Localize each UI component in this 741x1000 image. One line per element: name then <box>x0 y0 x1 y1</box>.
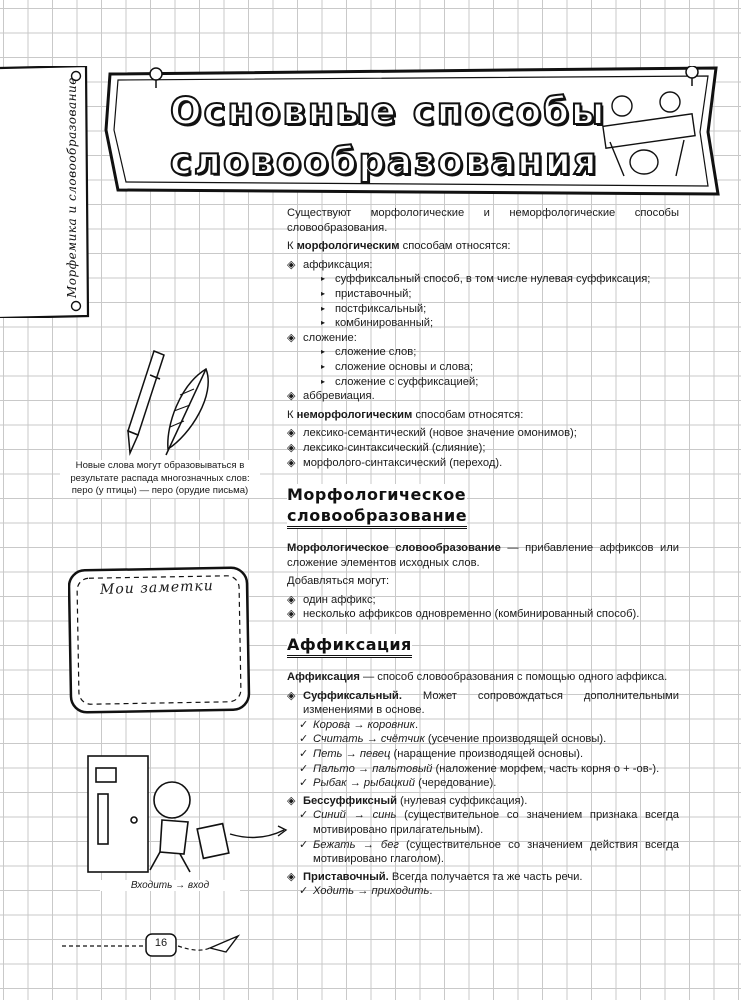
triangle-bullet-icon: ▸ <box>321 347 326 357</box>
list-item: ▸ приставочный; <box>321 287 412 300</box>
triangle-bullet-icon: ▸ <box>321 376 326 386</box>
page-title-line1: Основные способы <box>170 90 607 133</box>
check-icon: ✓ <box>299 748 309 761</box>
pen-caption: Новые слова могут образовываться в результате распада многозначных слов: перо (у птицы) — перо (орудие письма) <box>60 460 260 498</box>
section-side-tab <box>0 66 90 318</box>
check-icon: ✓ <box>299 718 309 731</box>
diamond-bullet-icon: ◈ <box>287 427 296 440</box>
check-icon: ✓ <box>299 733 309 746</box>
check-icon: ✓ <box>299 762 309 775</box>
list-item: ◈ лексико-синтаксический (слияние); <box>287 441 486 454</box>
diamond-bullet-icon: ◈ <box>287 689 296 702</box>
list-item: ▸ постфиксальный; <box>321 302 427 315</box>
example-item: ✓ Петь → певец (наращение производящей основы). <box>299 748 584 761</box>
morph-definition: Морфологическое словообразование — прибавление аффиксов или сложение элементов исходных слов. <box>287 542 679 569</box>
main-content <box>287 206 679 899</box>
diamond-bullet-icon: ◈ <box>287 331 296 344</box>
diamond-bullet-icon: ◈ <box>287 258 296 271</box>
example-item: ✓ Корова → коровник. <box>299 718 419 731</box>
diamond-bullet-icon: ◈ <box>287 794 296 807</box>
triangle-bullet-icon: ▸ <box>321 303 326 313</box>
paper-plane-icon <box>210 936 238 952</box>
can-add-list <box>287 593 679 622</box>
example-item: ✓ Считать → счётчик (усечение производящей основы). <box>299 733 607 746</box>
page-title-line2: словообразования <box>170 140 599 183</box>
diamond-bullet-icon: ◈ <box>287 456 296 469</box>
feather-icon <box>166 369 208 455</box>
intro-text: Существуют морфологические и неморфологические способы словообразования. <box>287 207 679 234</box>
diamond-bullet-icon: ◈ <box>287 441 296 454</box>
entering-illustration <box>80 750 290 878</box>
example-item: ✓ Рыбак → рыбацкий (чередование). <box>299 777 497 790</box>
example-item: ✓ Пальто → пальтовый (наложение морфем, часть корня о + -ов-). <box>299 762 660 775</box>
list-item: ▸ суффиксальный способ, в том числе нулевая суффиксация; <box>321 273 651 286</box>
door-icon <box>88 756 148 872</box>
list-item: ▸ комбинированный; <box>321 317 434 330</box>
nonmorph-intro: К неморфологическим способам относятся: <box>287 408 524 421</box>
section-heading-affix: Аффиксация <box>287 634 412 658</box>
diamond-bullet-icon: ◈ <box>287 390 296 403</box>
example-item: ✓ Ходить → приходить. <box>299 885 433 898</box>
list-item: ▸ сложение основы и слова; <box>321 360 474 373</box>
list-item: ◈ сложение: ▸ сложение слов; ▸ сложение основы и слова; ▸ сложение с суффиксацией; <box>287 331 679 389</box>
fountain-pen-icon <box>128 351 164 453</box>
affix-types-list <box>287 689 679 899</box>
list-item: ◈ аффиксация: ▸ суффиксальный способ, в том числе нулевая суффиксация; ▸ приставочный; ▸ постфиксальный; ▸ комбинированный; <box>287 258 679 331</box>
list-item: ◈ один аффикс; <box>287 593 376 606</box>
list-item: ◈ Бессуффиксный (нулевая суффиксация). <box>287 794 528 807</box>
arrow-icon <box>230 830 284 837</box>
triangle-bullet-icon: ▸ <box>321 274 326 284</box>
diamond-bullet-icon: ◈ <box>287 593 296 606</box>
check-icon: ✓ <box>299 809 309 822</box>
diamond-bullet-icon: ◈ <box>287 608 296 621</box>
list-item: ▸ сложение с суффиксацией; <box>321 375 479 388</box>
morph-intro: К морфологическим способам относятся: <box>287 240 511 253</box>
triangle-bullet-icon: ▸ <box>321 318 326 328</box>
check-icon: ✓ <box>299 777 309 790</box>
triangle-bullet-icon: ▸ <box>321 361 326 371</box>
example-item: ✓ Синий → синь (существительное со значением признака всегда мотивировано прилагательным). <box>299 809 680 836</box>
check-icon: ✓ <box>299 838 309 851</box>
notes-label: Мои заметки <box>99 578 215 598</box>
list-item: ◈ несколько аффиксов одновременно (комбинированный способ). <box>287 608 640 621</box>
nonmorph-methods-list <box>287 426 679 470</box>
example-item: ✓ Бежать → бег (существительное со значением действия всегда мотивировано глаголом). <box>299 838 679 866</box>
child-icon <box>150 782 229 872</box>
enter-caption: Входить → вход <box>100 880 240 891</box>
diamond-bullet-icon: ◈ <box>287 870 296 883</box>
list-item: ◈ Суффиксальный. Может сопровождаться дополнительными изменениями в основе. <box>287 689 679 717</box>
list-item: ▸ сложение слов; <box>321 346 417 359</box>
page-title <box>170 90 610 184</box>
can-add-text: Добавляться могут: <box>287 575 390 588</box>
side-tab-label: Морфемика и словообразование <box>65 77 79 298</box>
list-item: ◈ аббревиация. <box>287 390 375 403</box>
triangle-bullet-icon: ▸ <box>321 288 326 298</box>
list-item: ◈ лексико-семантический (новое значение омонимов); <box>287 427 577 440</box>
list-item: ◈ морфолого-синтаксический (переход). <box>287 456 503 469</box>
section-heading-morph: Морфологическое словообразование <box>287 484 467 529</box>
morph-methods-list <box>287 258 679 404</box>
list-item: ◈ Приставочный. Всегда получается та же часть речи. <box>287 870 583 883</box>
pen-and-feather-illustration <box>110 345 220 460</box>
check-icon: ✓ <box>299 885 309 898</box>
page-number: 16 <box>154 937 168 949</box>
affix-definition: Аффиксация — способ словообразования с помощью одного аффикса. <box>287 671 668 684</box>
